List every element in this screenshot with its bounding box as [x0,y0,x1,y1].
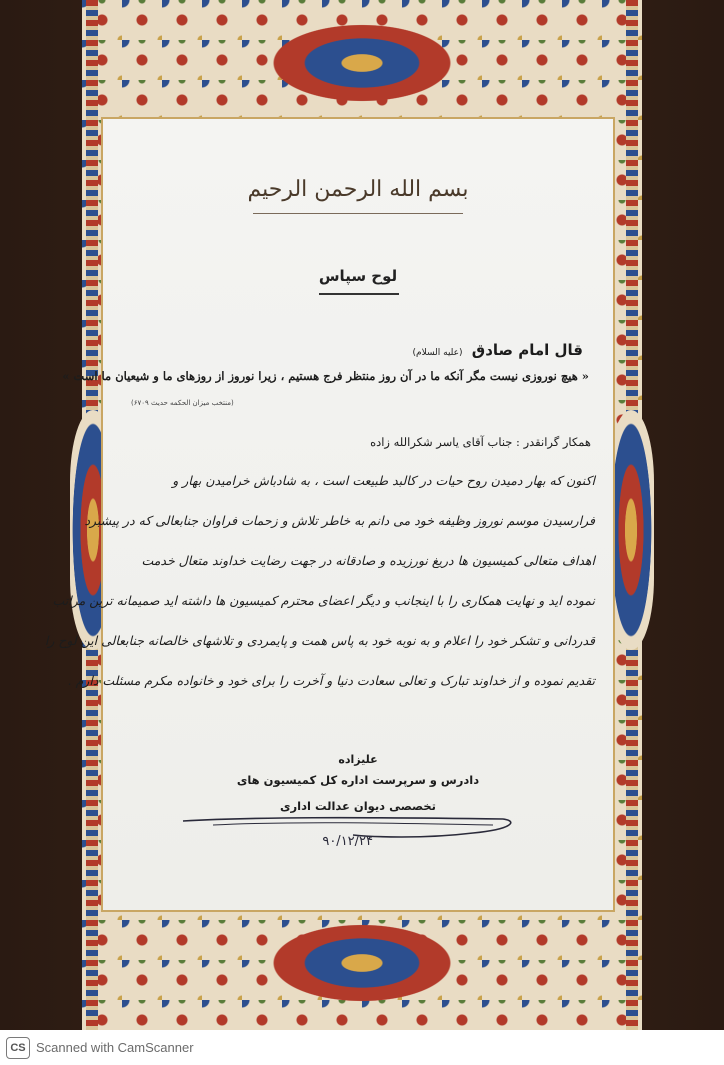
body-line: نموده اید و نهایت همکاری را با اینجانب و دیگر اعضای محترم کمیسیون ها داشته اید صمیمانه ترین مراتب [52,593,595,608]
bottom-medallion-ornament [262,920,462,1006]
recipient-line: همکار گرانقدر : جناب آقای یاسر شکرالله زاده [370,435,591,449]
certificate-paper [44,117,615,912]
top-medallion-ornament [262,20,462,106]
body-line: اهداف متعالی کمیسیون ها دریغ نورزیده و صادقانه در جهت رضایت خداوند متعال خدمت [141,553,595,568]
body-line: قدردانی و تشکر خود را اعلام و به نوبه خود به پاس همت و پایمردی و تلاشهای خالصانه جنابعالی این لوح را [44,633,595,648]
body-line: فرارسیدن موسم نوروز وظیفه خود می دانم به خاطر تلاش و زحمات فراوان جنابعالی که در پیشبرد [84,513,595,528]
scan-footer [0,1030,724,1065]
quote-honorific: (علیه السلام) [412,348,463,358]
signatory-title-line-1: دادرس و سرپرست اداره کل کمیسیون های [236,773,480,787]
scanner-watermark-text: Scanned with CamScanner [36,1040,194,1055]
certificate-body [44,465,595,705]
basmala-underline [253,213,463,214]
handwritten-signature [173,799,523,849]
signature-date: ۹۰/۱۲/۲۴ [322,834,373,849]
camscanner-logo: CS [6,1037,30,1059]
basmala-calligraphy: بسم الله الرحمن الرحيم [247,177,469,202]
quote-source: (منتخب میزان الحکمه حدیث ۶۷۰۹) [131,399,234,407]
body-line: اکنون که بهار دمیدن روح حیات در کالبد طبیعت است ، به شادباش خرامیدن بهار و [172,473,595,488]
certificate-title: لوح سپاس [318,267,398,285]
body-line: تقدیم نموده و از خداوند تبارک و تعالی سعادت دنیا و آخرت را برای خود و خانواده مکرم مسئلت دارم . [67,673,595,688]
title-underline [319,293,399,295]
quote-heading [413,341,583,359]
quote-heading-text: قال امام صادق [471,341,583,359]
signatory-name: علیزاده [338,753,378,766]
quote-text: « هیچ نوروزی نیست مگر آنکه ما در آن روز منتظر فرج هستیم ، زیرا نوروز از روزهای ما و شیعیان ما است » [62,369,589,383]
signatory-title-line-2: تخصصی دیوان عدالت اداری [280,799,436,813]
